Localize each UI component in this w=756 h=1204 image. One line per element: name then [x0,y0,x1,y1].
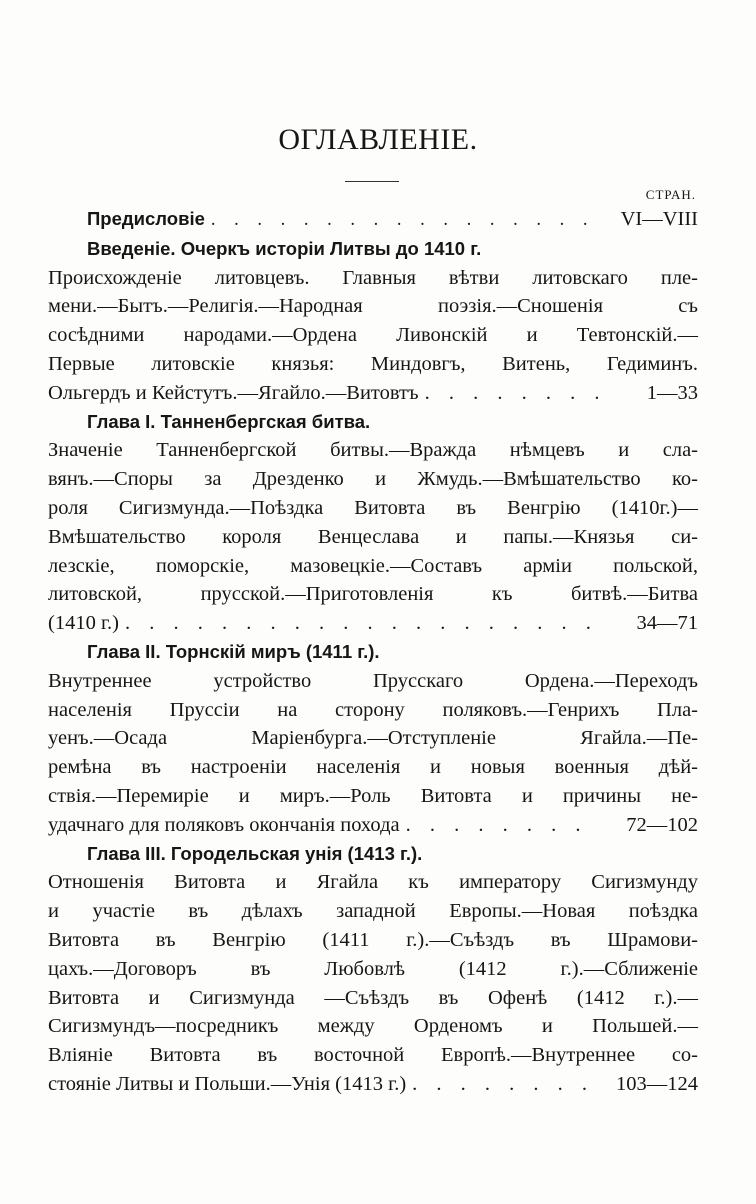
page-range: 72—102 [626,813,698,836]
summary-text: Ольгердъ и Кейстутъ.—Ягайло.—Витовтъ [48,381,419,404]
toc-heading-chapter-1[interactable]: Глава I. Танненбергская битва. [87,410,371,432]
entry-summary-line: Вліяніе Витовта въ восточной Европѣ.—Внутреннее со- [48,1044,698,1067]
entry-summary-line: Сигизмундъ—посредникъ между Орденомъ и Польшей.— [48,1015,698,1038]
entry-summary-line: ствія.—Перемиріе и миръ.—Роль Витовта и причины не- [48,784,698,807]
summary-text: (1410 г.) [48,612,119,635]
entry-summary-line: уенъ.—Осада Маріенбурга.—Отступленіе Ягайла.—Пе- [48,727,698,750]
entry-summary-line: лезскіе, поморскіе, мазовецкіе.—Составъ арміи польской, [48,554,698,577]
dot-leader [211,206,598,235]
entry-summary-line: ремѣна въ настроеніи населенія и новыя военныя дѣй- [48,756,698,779]
entry-summary-line: Происхожденіе литовцевъ. Главныя вѣтви литовскаго пле- [48,266,698,289]
entry-summary-line: Внутреннее устройство Прусскаго Ордена.—Переходъ [48,669,698,692]
dot-leader [406,811,598,840]
entry-summary-line: Витовта въ Венгрію (1411 г.).—Съѣздъ въ Шрамови- [48,928,698,951]
entry-summary-line: и участіе въ дѣлахъ западной Европы.—Новая поѣздка [48,900,698,923]
entry-summary-line: Вмѣшательство короля Венцеслава и папы.—Князья си- [48,525,698,548]
summary-text: удачнаго для поляковъ окончанія похода [48,813,400,836]
entry-summary-line: мени.—Бытъ.—Религія.—Народная поэзія.—Сношенія съ [48,295,698,318]
entry-summary-last-line [48,609,698,638]
entry-summary-line: населенія Пруссіи на сторону поляковъ.—Генрихъ Пла- [48,698,698,721]
entry-summary-line: Отношенія Витовта и Ягайла къ императору Сигизмунду [48,871,698,894]
dot-leader [125,609,598,638]
page-title: ОГЛАВЛЕНІЕ. [278,123,478,156]
entry-summary-last-line [48,379,698,408]
entry-summary-line: цахъ.—Договоръ въ Любовлѣ (1412 г.).—Сближеніе [48,957,698,980]
entry-summary-line: Первые литовскіе князья: Миндовгъ, Витень, Гедиминъ. [48,352,698,375]
entry-title: Предисловіе [87,208,205,229]
dot-leader [412,1070,598,1099]
entry-summary-line: литовской, прусской.—Приготовленія къ битвѣ.—Битва [48,583,698,606]
page-range: VI—VIII [620,208,698,230]
summary-text: стояніе Литвы и Польши.—Унія (1413 г.) [48,1072,407,1095]
entry-summary-line: Витовта и Сигизмунда —Съѣздъ въ Офенѣ (1412 г.).— [48,986,698,1009]
entry-summary-line: роля Сигизмунда.—Поѣздка Витовта въ Венгрію (1410г.)— [48,496,698,519]
page-range: 34—71 [636,612,698,635]
toc-heading-introduction[interactable]: Введеніе. Очеркъ исторіи Литвы до 1410 г. [87,237,482,259]
page-range: 103—124 [616,1072,698,1095]
toc-entry-preface[interactable] [48,205,698,235]
entry-summary-line: Значеніе Танненбергской битвы.—Вражда нѣмцевъ и сла- [48,439,698,462]
toc-heading-chapter-2[interactable]: Глава II. Торнскій миръ (1411 г.). [87,640,380,662]
entry-summary-last-line [48,811,698,840]
table-of-contents [48,205,698,1099]
title-rule [345,181,399,182]
pages-column-header: СТРАН. [645,187,696,202]
entry-summary-line: сосѣдними народами.—Ордена Ливонскій и Тевтонскій.— [48,324,698,347]
page-range: 1—33 [646,381,698,404]
dot-leader [425,379,598,408]
entry-summary-line: вянъ.—Споры за Дрезденко и Жмудь.—Вмѣшательство ко- [48,468,698,491]
toc-heading-chapter-3[interactable]: Глава III. Городельская унія (1413 г.). [87,842,423,864]
entry-summary-last-line [48,1070,698,1099]
